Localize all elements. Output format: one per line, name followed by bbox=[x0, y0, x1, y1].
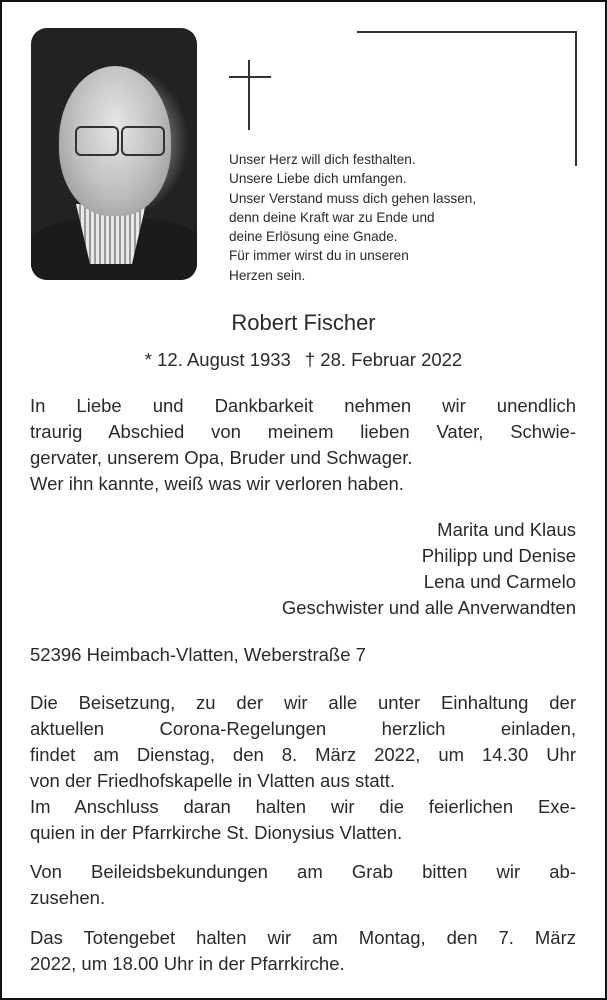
prayer-line: Das Totengebet halten wir am Montag, den 7. März bbox=[30, 927, 576, 948]
intro-line: gervater, unserem Opa, Bruder und Schwager. bbox=[30, 447, 413, 468]
mourners-list bbox=[30, 517, 576, 621]
intro-text bbox=[30, 393, 576, 497]
birth-date: * 12. August 1933 bbox=[144, 349, 291, 370]
poem-line: Unser Herz will dich festhalten. bbox=[229, 152, 416, 167]
condolences-text bbox=[30, 859, 576, 911]
funeral-line: findet am Dienstag, den 8. März 2022, um 14.30 Uhr bbox=[30, 744, 576, 765]
poem-line: deine Erlösung eine Gnade. bbox=[229, 229, 398, 245]
poem-line: Unsere Liebe dich umfangen. bbox=[229, 171, 407, 187]
address: 52396 Heimbach-Vlatten, Weberstraße 7 bbox=[30, 644, 366, 665]
poem-line: Herzen sein. bbox=[229, 267, 306, 283]
intro-line: Wer ihn kannte, weiß was wir verloren haben. bbox=[30, 473, 404, 494]
poem-line: Unser Verstand muss dich gehen lassen, bbox=[229, 190, 477, 206]
funeral-line: quien in der Pfarrkirche St. Dionysius Vlatten. bbox=[30, 822, 403, 843]
photo-glasses-shape bbox=[73, 126, 165, 156]
mourner: Marita und Klaus bbox=[437, 519, 576, 540]
corner-bracket-top bbox=[357, 31, 577, 33]
death-date: † 28. Februar 2022 bbox=[304, 349, 463, 370]
prayer-text bbox=[30, 925, 576, 977]
funeral-text bbox=[30, 690, 576, 846]
condolences-line: zusehen. bbox=[30, 887, 106, 908]
poem bbox=[229, 150, 476, 285]
mourner: Lena und Carmelo bbox=[423, 571, 576, 592]
funeral-line: Im Anschluss daran halten wir die feierlichen Exe- bbox=[30, 796, 576, 817]
portrait-photo bbox=[31, 28, 197, 280]
intro-line: traurig Abschied von meinem lieben Vater, Schwie- bbox=[30, 421, 576, 442]
funeral-line: aktuellen Corona-Regelungen herzlich einladen, bbox=[30, 718, 576, 739]
life-dates bbox=[0, 349, 607, 371]
condolences-line: Von Beileidsbekundungen am Grab bitten wir ab- bbox=[30, 861, 576, 882]
mourner: Philipp und Denise bbox=[421, 545, 576, 566]
deceased-name: Robert Fischer bbox=[231, 310, 376, 335]
corner-bracket-right bbox=[575, 31, 577, 166]
poem-line: denn deine Kraft war zu Ende und bbox=[229, 209, 435, 225]
poem-line: Für immer wirst du in unseren bbox=[229, 248, 409, 264]
prayer-line: 2022, um 18.00 Uhr in der Pfarrkirche. bbox=[30, 953, 345, 974]
funeral-line: Die Beisetzung, zu der wir alle unter Einhaltung der bbox=[30, 692, 576, 713]
intro-line: In Liebe und Dankbarkeit nehmen wir unendlich bbox=[30, 395, 576, 416]
mourner: Geschwister und alle Anverwandten bbox=[281, 597, 576, 618]
funeral-line: von der Friedhofskapelle in Vlatten aus statt. bbox=[30, 770, 396, 791]
